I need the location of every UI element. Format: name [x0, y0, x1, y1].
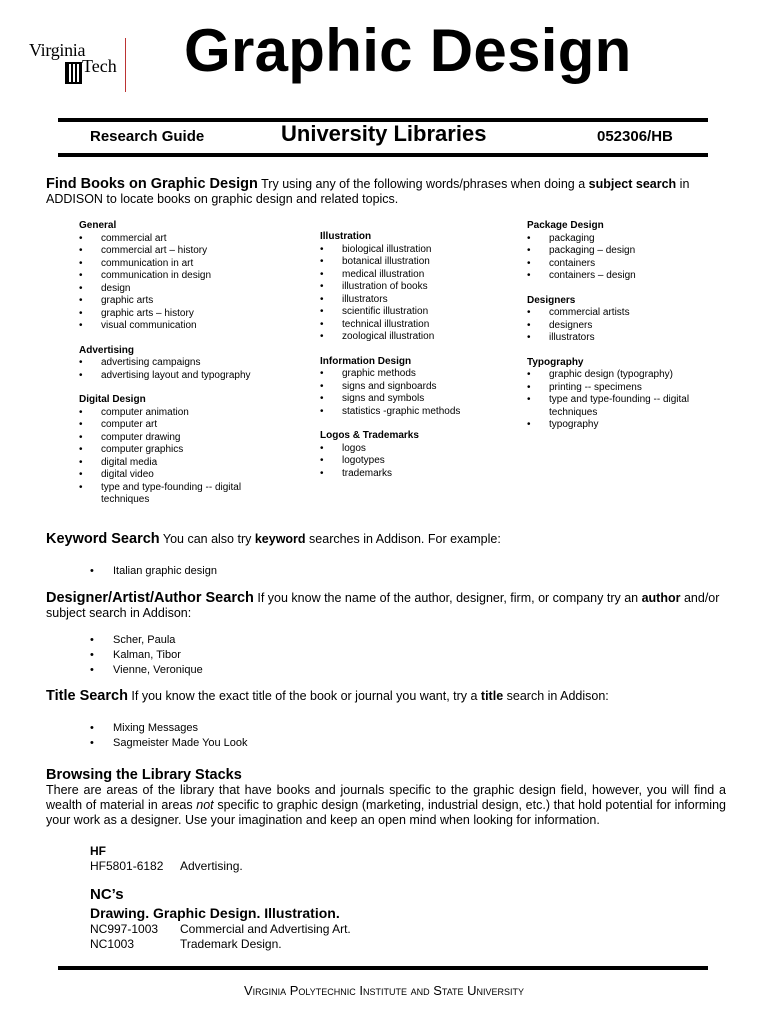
nc-code: NC1003: [90, 937, 135, 951]
subject-term: • logos: [320, 443, 510, 456]
subject-term: • typography: [527, 419, 717, 432]
subject-term: • graphic methods: [320, 368, 510, 381]
browsing-text2: specific to graphic design (marketing, industrial design, etc.) that hold potential for informing your work as a designer. Use your imagination and keep an open mind when looking for information.: [46, 798, 726, 827]
subject-term: • commercial art – history: [79, 245, 279, 258]
hf-heading: HF: [90, 844, 106, 858]
header-rule-bottom: [58, 153, 708, 157]
footer-institution: Virginia Polytechnic Institute and State University: [243, 983, 525, 998]
nc-row: [90, 937, 351, 952]
title-search-text1: If you know the exact title of the book or journal you want, try a: [127, 689, 481, 703]
author-examples: [90, 633, 203, 678]
subject-term: • zoological illustration: [320, 331, 510, 344]
subject-group: [79, 220, 279, 333]
subject-term: • technical illustration: [320, 319, 510, 332]
subject-term: • computer drawing: [79, 432, 279, 445]
subject-term: • design: [79, 283, 279, 296]
subject-term: • graphic arts: [79, 295, 279, 308]
logo-text-virginia: Virginia: [29, 40, 86, 60]
find-books-bold: subject search: [588, 177, 677, 191]
find-books-text1: Try using any of the following words/phrases when doing a: [257, 177, 589, 191]
list-item: • Scher, Paula: [90, 633, 203, 648]
find-books-section: [46, 177, 726, 207]
subject-term: • digital video: [79, 469, 279, 482]
subject-group-heading: Logos & Trademarks: [320, 430, 419, 441]
nc-desc: Commercial and Advertising Art.: [180, 922, 351, 936]
header-doc-code: 052306/HB: [597, 128, 673, 145]
hf-desc: Advertising.: [180, 859, 243, 873]
subject-term: • signs and signboards: [320, 381, 510, 394]
subject-column-2: [320, 231, 510, 480]
subject-column-3: [527, 220, 717, 432]
subject-term: • illustrators: [320, 294, 510, 307]
logo-divider: [125, 38, 126, 92]
subject-term: • botanical illustration: [320, 256, 510, 269]
hf-row: [90, 859, 243, 874]
subject-term: • computer art: [79, 419, 279, 432]
find-books-text2: in ADDISON to locate books on graphic design and related topics.: [46, 177, 690, 206]
subject-group-heading: Illustration: [320, 231, 372, 242]
subject-group: [320, 430, 510, 480]
subject-term: • printing -- specimens: [527, 382, 717, 395]
footer-rule: [58, 966, 708, 970]
subject-group-heading: Information Design: [320, 355, 412, 367]
logo-text-tech: Tech: [82, 56, 117, 76]
subject-group-heading: Digital Design: [79, 394, 146, 405]
find-books-heading: Find Books on Graphic Design: [46, 176, 258, 192]
subject-term: • computer graphics: [79, 444, 279, 457]
browsing-section: [46, 768, 726, 828]
subject-term: • computer animation: [79, 407, 279, 420]
logo-seal-icon: [65, 62, 82, 84]
subject-group: [320, 356, 510, 419]
keyword-heading: Keyword Search: [46, 531, 160, 547]
subject-group-heading: Typography: [527, 356, 584, 368]
subject-term: • containers: [527, 258, 717, 271]
subject-term: • trademarks: [320, 468, 510, 481]
title-search-heading: Title Search: [46, 688, 128, 704]
list-item: • Mixing Messages: [90, 721, 248, 736]
subject-term: • type and type-founding -- digital techniques: [527, 394, 717, 419]
subject-term: • signs and symbols: [320, 393, 510, 406]
subject-term: • communication in design: [79, 270, 279, 283]
title-search-section: [46, 689, 726, 704]
subject-term: • illustration of books: [320, 281, 510, 294]
subject-term: • packaging – design: [527, 245, 717, 258]
subject-term: • advertising layout and typography: [79, 370, 279, 383]
author-text2: and/or subject search in Addison:: [46, 591, 720, 620]
author-bold: author: [641, 591, 681, 605]
subject-term: • logotypes: [320, 455, 510, 468]
keyword-text2: searches in Addison. For example:: [305, 532, 501, 546]
nc-code: NC997-1003: [90, 922, 159, 936]
subject-term: • scientific illustration: [320, 306, 510, 319]
list-item: • Italian graphic design: [90, 564, 217, 579]
page-title: Graphic Design: [184, 17, 632, 84]
subject-group: [527, 357, 717, 432]
subject-group: [320, 231, 510, 344]
subject-term: • biological illustration: [320, 244, 510, 257]
hf-code: HF5801-6182: [90, 859, 164, 873]
subject-term: • packaging: [527, 233, 717, 246]
keyword-bold: keyword: [254, 532, 306, 546]
subject-column-1: [79, 220, 279, 507]
subject-group: [527, 295, 717, 345]
subject-term: • graphic arts – history: [79, 308, 279, 321]
subject-term: • graphic design (typography): [527, 369, 717, 382]
subject-term: • illustrators: [527, 332, 717, 345]
header-university-libraries: University Libraries: [281, 121, 487, 146]
subject-term: • digital media: [79, 457, 279, 470]
browsing-italic: not: [196, 798, 214, 812]
browsing-paragraph: [46, 783, 726, 828]
author-text1: If you know the name of the author, designer, firm, or company try an: [253, 591, 642, 605]
header-research-guide: Research Guide: [90, 128, 205, 145]
author-heading: Designer/Artist/Author Search: [46, 590, 254, 606]
title-search-bold: title: [480, 689, 504, 703]
list-item: • Sagmeister Made You Look: [90, 736, 248, 751]
subject-term: • visual communication: [79, 320, 279, 333]
subject-group: [79, 345, 279, 383]
subject-term: • statistics -graphic methods: [320, 406, 510, 419]
subject-group-heading: General: [79, 220, 117, 231]
virginia-tech-logo: [26, 38, 132, 92]
keyword-examples: [90, 564, 217, 579]
nc-block: [90, 886, 351, 952]
keyword-section: [46, 532, 726, 547]
subject-term: • commercial art: [79, 233, 279, 246]
subject-group: [79, 394, 279, 507]
nc-subheading: Drawing. Graphic Design. Illustration.: [90, 905, 340, 921]
nc-row: [90, 922, 351, 937]
subject-term: • medical illustration: [320, 269, 510, 282]
list-item: • Vienne, Veronique: [90, 663, 203, 678]
title-search-text2: search in Addison:: [503, 689, 609, 703]
subject-term: • containers – design: [527, 270, 717, 283]
author-section: [46, 591, 726, 621]
subject-group-heading: Advertising: [79, 344, 135, 356]
subject-term: • designers: [527, 320, 717, 333]
subject-term: • commercial artists: [527, 307, 717, 320]
title-search-examples: [90, 721, 248, 751]
subject-group-heading: Designers: [527, 294, 576, 306]
subject-group: [527, 220, 717, 283]
browsing-heading: Browsing the Library Stacks: [46, 767, 242, 783]
list-item: • Kalman, Tibor: [90, 648, 203, 663]
keyword-text1: You can also try: [159, 532, 255, 546]
browsing-text1: There are areas of the library that have books and journals specific to the graphic design field, however, you will find a wealth of material in areas: [46, 783, 726, 812]
nc-heading: NC’s: [90, 886, 124, 903]
hf-block: [90, 844, 243, 874]
subject-group-heading: Package Design: [527, 220, 604, 231]
subject-term: • communication in art: [79, 258, 279, 271]
nc-desc: Trademark Design.: [180, 937, 282, 951]
subject-term: • type and type-founding -- digital techniques: [79, 482, 279, 507]
subject-term: • advertising campaigns: [79, 357, 279, 370]
